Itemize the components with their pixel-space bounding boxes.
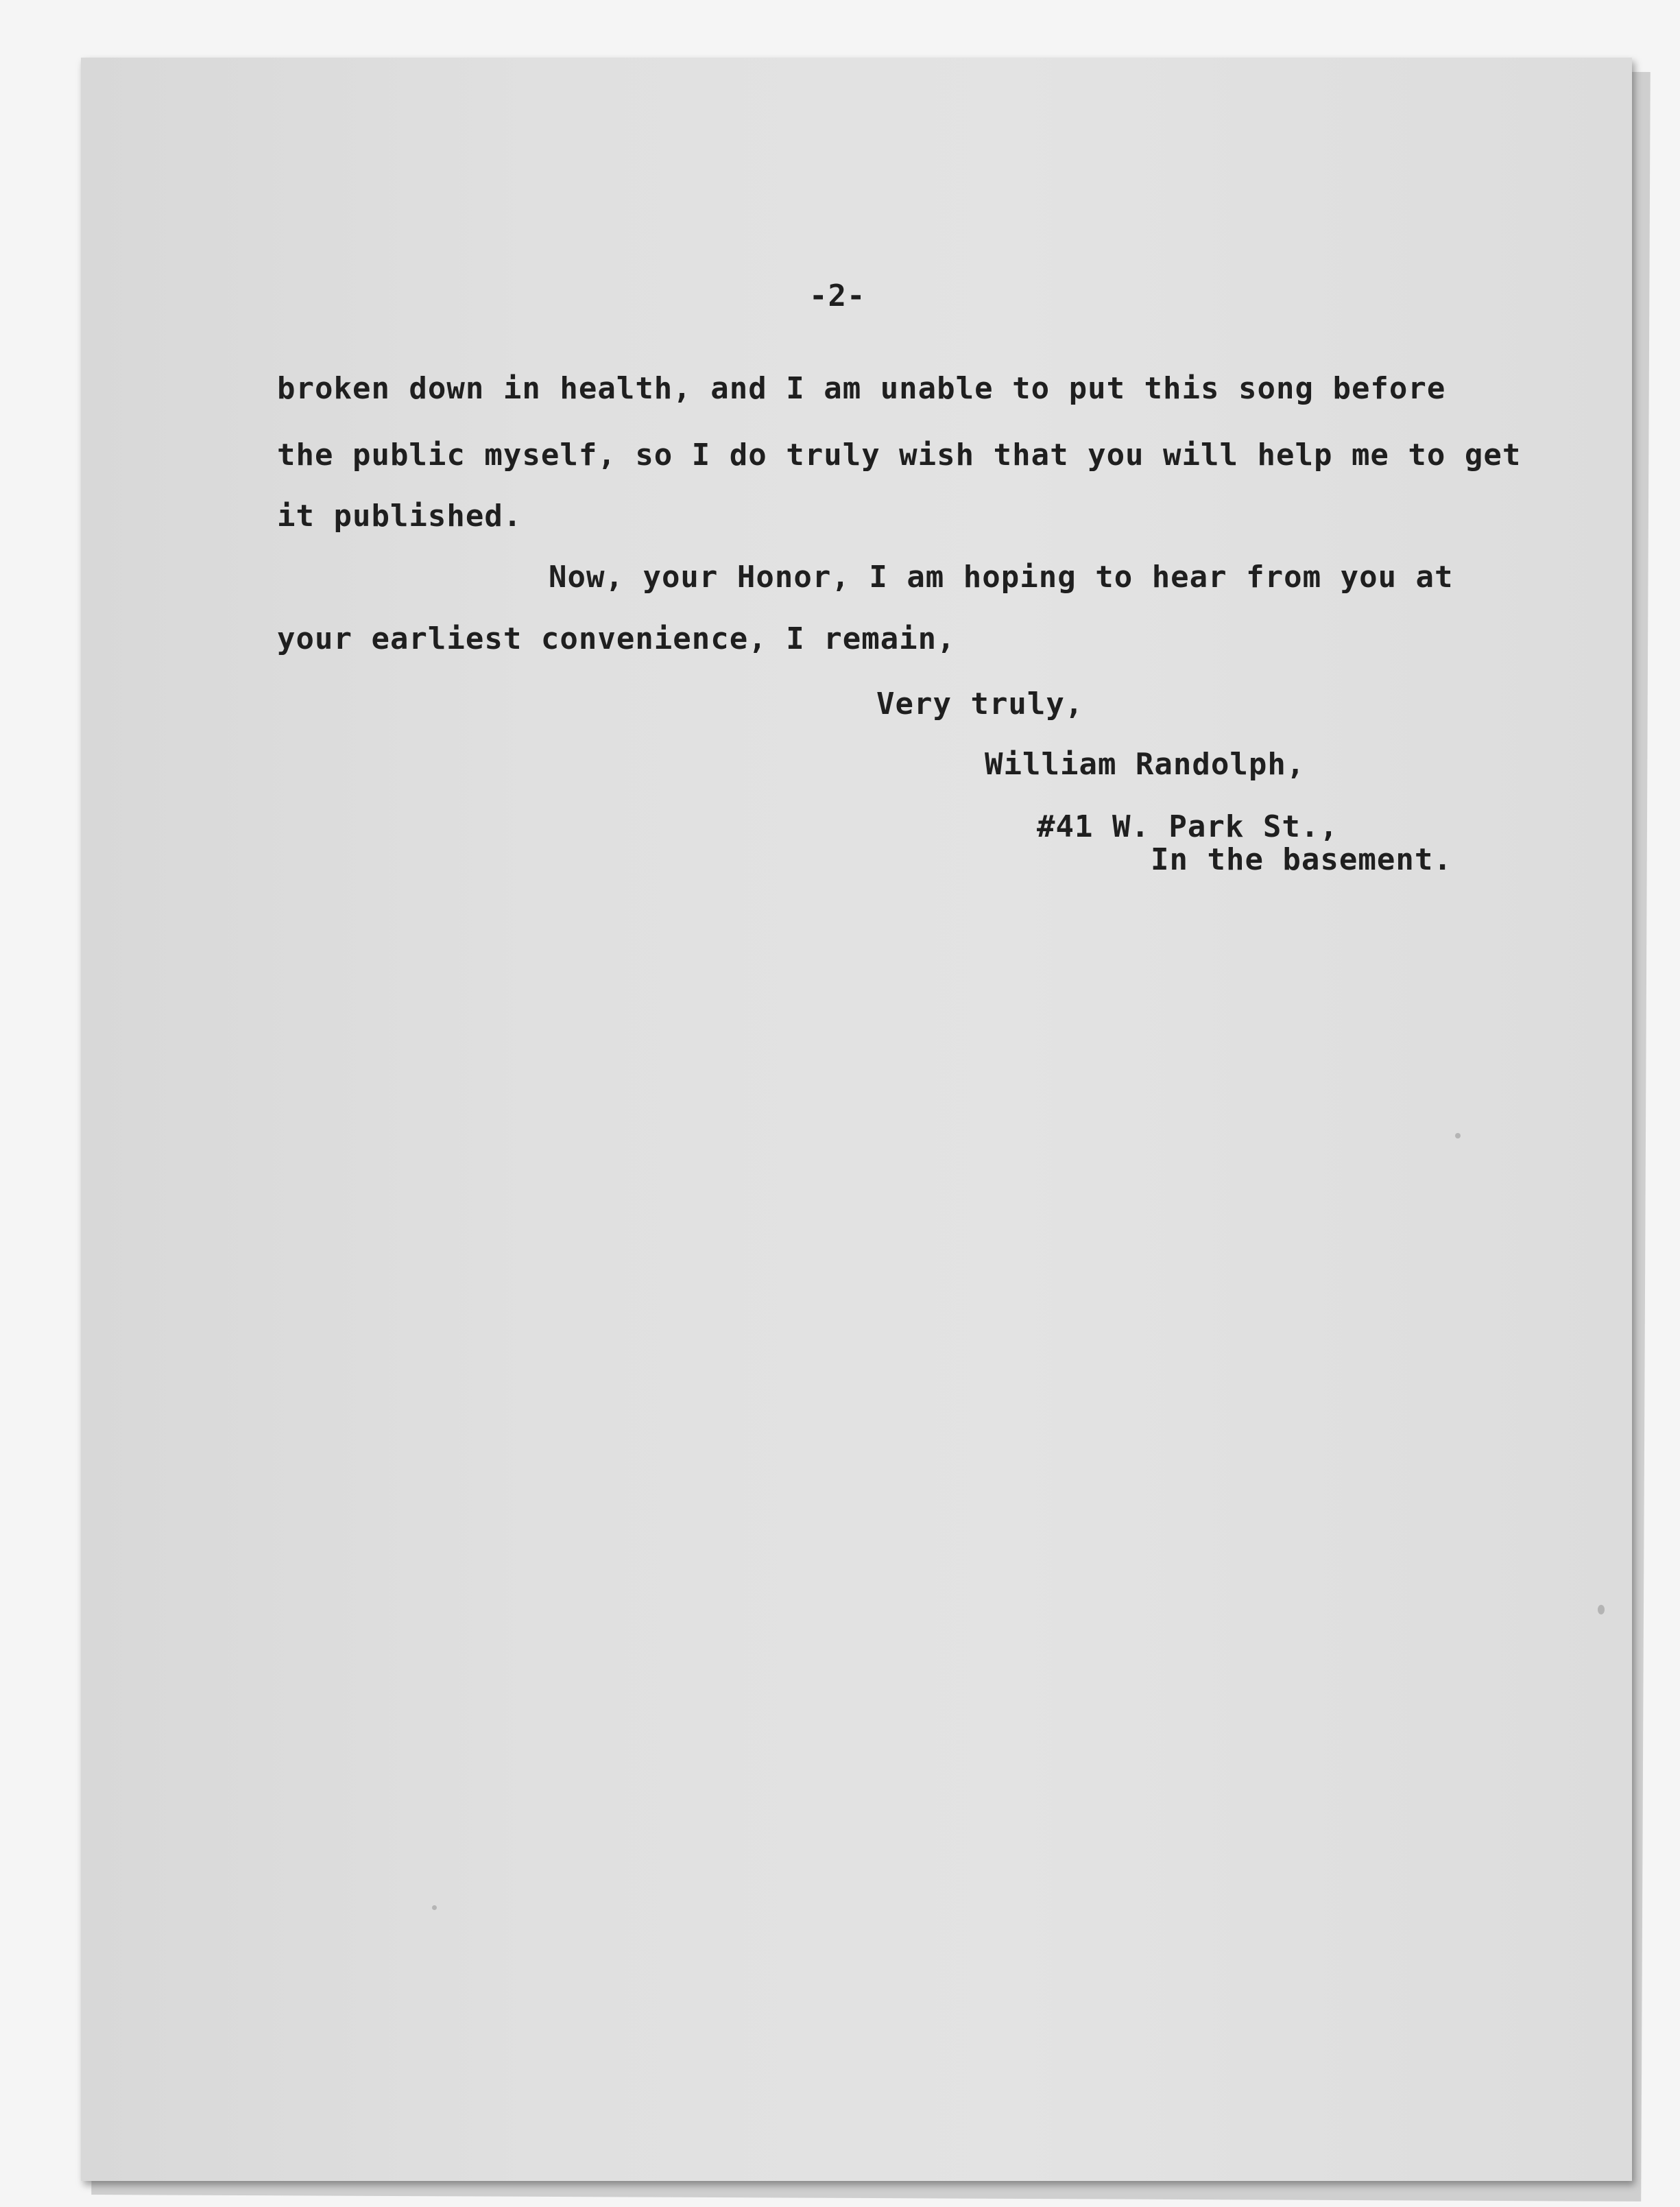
ink-spot xyxy=(1598,1605,1605,1614)
ink-spot xyxy=(432,1905,437,1910)
closing: Very truly, xyxy=(876,687,1084,721)
body-line-5: your earliest convenience, I remain, xyxy=(277,621,956,656)
body-line-2: the public myself, so I do truly wish that you will help me to get xyxy=(277,438,1522,473)
signature-name: William Randolph, xyxy=(985,747,1306,782)
ink-spot xyxy=(1455,1133,1461,1138)
body-line-4: Now, your Honor, I am hoping to hear from you at xyxy=(549,560,1454,595)
address-line-1: #41 W. Park St., xyxy=(1037,809,1339,844)
body-line-3: it published. xyxy=(277,499,523,534)
body-line-1: broken down in health, and I am unable to put this song before xyxy=(277,371,1446,406)
address-line-2: In the basement. xyxy=(1151,842,1452,877)
page-number: -2- xyxy=(809,278,866,313)
